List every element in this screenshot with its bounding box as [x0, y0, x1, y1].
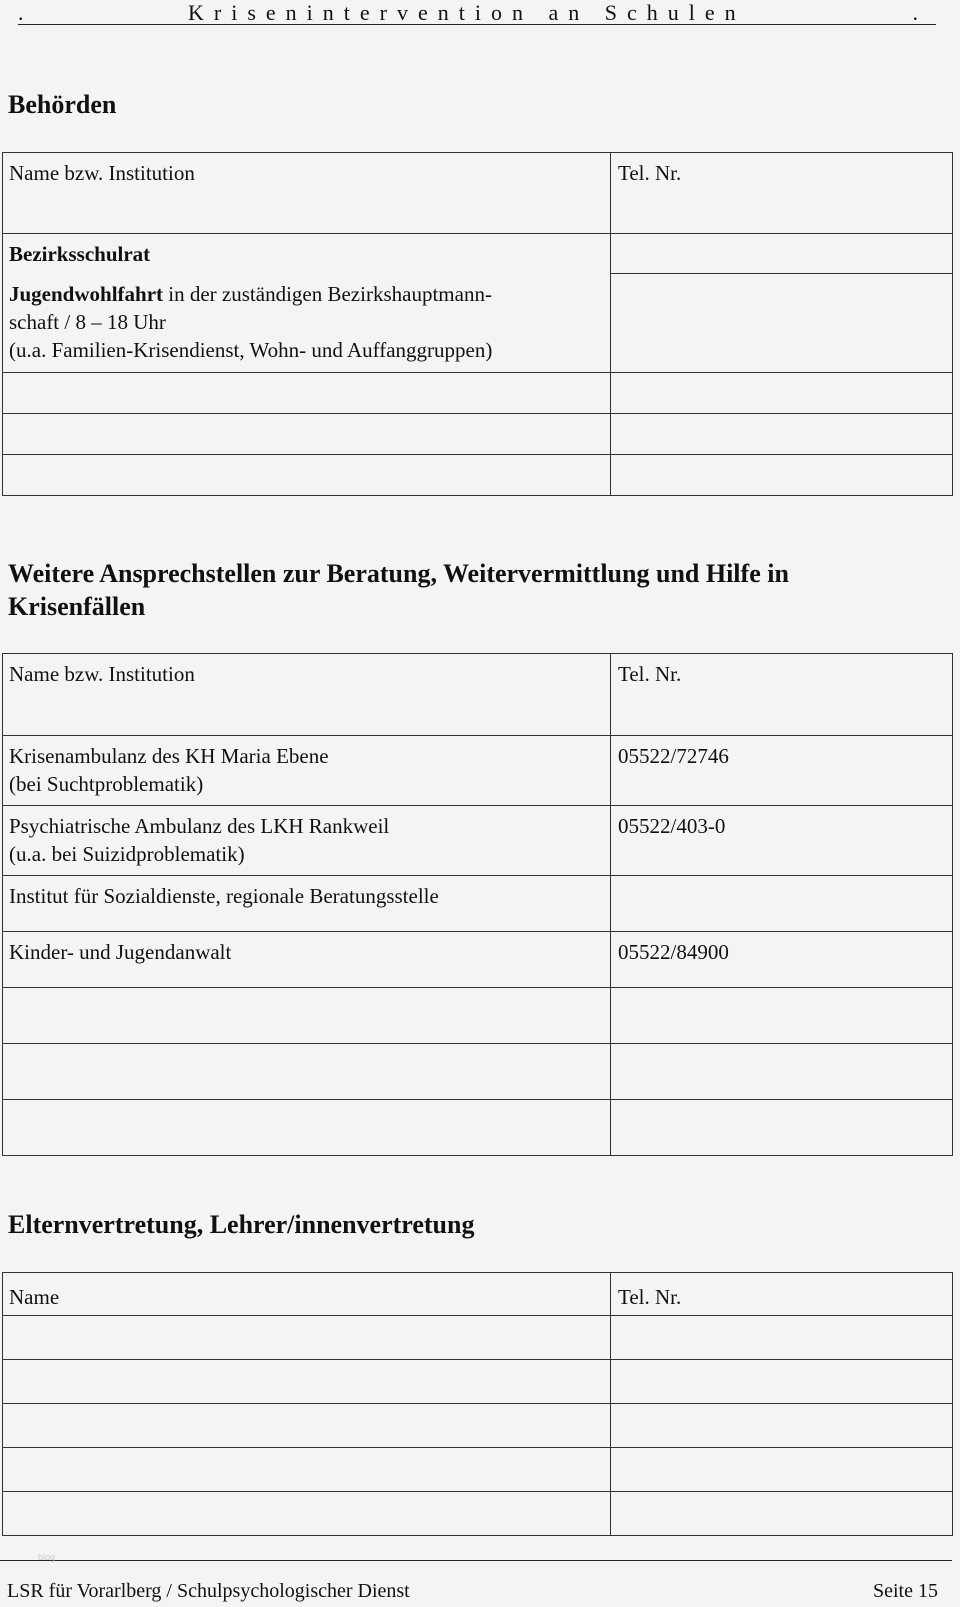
cell-name: [3, 736, 611, 806]
tel-krisenambulanz: 05522/72746: [611, 736, 953, 806]
tel-institut-sozialdienste: [611, 876, 953, 932]
table-row: [3, 455, 953, 496]
cell-name: [3, 806, 611, 876]
header-dot-right: .: [912, 0, 928, 25]
watermark: blog: [38, 1552, 56, 1562]
cell-tel: [611, 1360, 953, 1404]
section-heading-ansprechstellen: Weitere Ansprechstellen zur Beratung, Weitervermittlung und Hilfe in Krisenfällen: [8, 559, 789, 621]
col-header-tel: Tel. Nr.: [611, 153, 953, 234]
cell-name: [3, 234, 611, 274]
cell-tel: [611, 1316, 953, 1360]
table-row: [3, 1492, 953, 1536]
name-psychiatrische-ambulanz: Psychiatrische Ambulanz des LKH Rankweil: [9, 814, 390, 838]
cell-tel: [611, 1044, 953, 1100]
cell-name: [3, 1316, 611, 1360]
cell-tel: [611, 373, 953, 414]
cell-tel: [611, 1448, 953, 1492]
table-behoerden: [2, 152, 953, 496]
name-jugendwohlfahrt: Jugendwohlfahrt: [9, 281, 164, 306]
table-row: [3, 1404, 953, 1448]
name-jugendwohlfahrt-line2: schaft / 8 – 18 Uhr: [9, 309, 166, 334]
name-krisenambulanz-note: (bei Suchtproblematik): [9, 772, 204, 796]
name-institut-sozialdienste: Institut für Sozialdienste, regionale Beratungsstelle: [3, 876, 611, 932]
col-header-tel: Tel. Nr.: [611, 1273, 953, 1316]
cell-name: [3, 1044, 611, 1100]
table-row: [3, 876, 953, 932]
name-psychiatrische-ambulanz-note: (u.a. bei Suizidproblematik): [9, 842, 245, 866]
table-header-row: [3, 1273, 953, 1316]
table-ansprechstellen: [2, 653, 953, 1156]
table-row: [3, 736, 953, 806]
section-heading-behoerden: Behörden: [8, 90, 117, 119]
name-jugendwohlfahrt-line3: (u.a. Familien-Krisendienst, Wohn- und Auffanggruppen): [9, 337, 493, 362]
table-header-row: [3, 153, 953, 234]
table-row: [3, 1100, 953, 1156]
cell-name: [3, 414, 611, 455]
cell-tel: [611, 414, 953, 455]
name-jugendwohlfahrt-rest: in der zuständigen Bezirkshauptmann-: [163, 281, 492, 306]
cell-tel: [611, 1100, 953, 1156]
table-row: [3, 1044, 953, 1100]
cell-name: [3, 373, 611, 414]
table-elternvertretung: [2, 1272, 953, 1536]
header-title: Krisenintervention an Schulen: [188, 0, 746, 25]
col-header-name: Name bzw. Institution: [3, 654, 611, 736]
col-header-name: Name bzw. Institution: [3, 153, 611, 234]
cell-name: [3, 1360, 611, 1404]
section-heading-elternvertretung: Elternvertretung, Lehrer/innenvertretung: [8, 1210, 475, 1239]
table-row: [3, 988, 953, 1044]
table-row: [3, 373, 953, 414]
page-number: Seite 15: [873, 1580, 938, 1602]
footer-divider: [0, 1560, 952, 1561]
cell-tel: [611, 274, 953, 373]
name-bezirksschulrat: Bezirksschulrat: [9, 242, 151, 266]
table-row: [3, 932, 953, 988]
cell-name: [3, 274, 611, 373]
cell-name: [3, 1100, 611, 1156]
cell-tel: [611, 234, 953, 274]
footer-source: LSR für Vorarlberg / Schulpsychologischer Dienst: [7, 1580, 410, 1602]
col-header-tel: Tel. Nr.: [611, 654, 953, 736]
table-row: [3, 1448, 953, 1492]
tel-psychiatrische-ambulanz: 05522/403-0: [611, 806, 953, 876]
table-row: [3, 1316, 953, 1360]
name-jugendanwalt: Kinder- und Jugendanwalt: [3, 932, 611, 988]
cell-name: [3, 988, 611, 1044]
cell-tel: [611, 1404, 953, 1448]
cell-name: [3, 455, 611, 496]
table-header-row: [3, 654, 953, 736]
cell-name: [3, 1492, 611, 1536]
header-dot-left: .: [18, 0, 34, 25]
cell-tel: [611, 988, 953, 1044]
table-row: [3, 274, 953, 373]
cell-name: [3, 1448, 611, 1492]
col-header-name: Name: [3, 1273, 611, 1316]
cell-tel: [611, 455, 953, 496]
name-krisenambulanz: Krisenambulanz des KH Maria Ebene: [9, 744, 329, 768]
tel-jugendanwalt: 05522/84900: [611, 932, 953, 988]
table-row: [3, 414, 953, 455]
table-row: [3, 806, 953, 876]
table-row: [3, 1360, 953, 1404]
cell-name: [3, 1404, 611, 1448]
table-row: [3, 234, 953, 274]
cell-tel: [611, 1492, 953, 1536]
page-header: [18, 0, 936, 25]
